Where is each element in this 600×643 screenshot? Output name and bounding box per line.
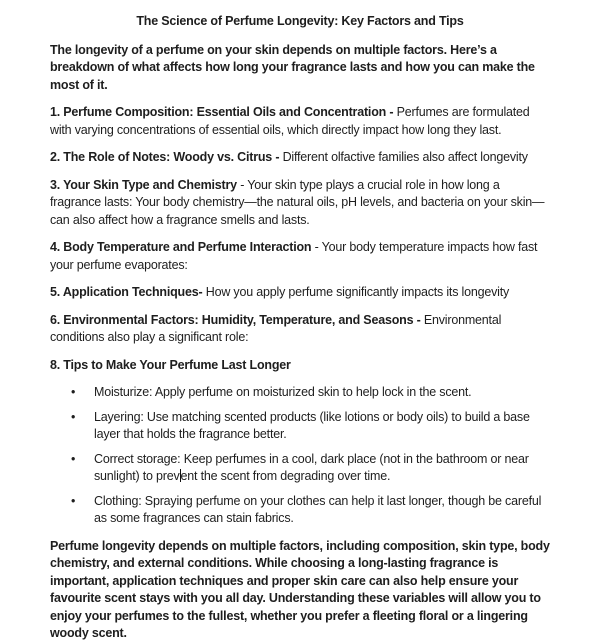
tip-layering[interactable] [94, 409, 550, 444]
tip-storage[interactable] [94, 451, 550, 486]
numbered-item-3-text: - Your skin type plays a crucial role in how long a fragrance lasts: Your body chemistry—the natural oils, pH levels, and bacteria on your skin—can also affect how a fragrance smells and lasts. [50, 177, 545, 227]
numbered-item-2[interactable] [50, 149, 550, 167]
numbered-item-2-heading: 2. The Role of Notes: Woody vs. Citrus - [50, 150, 283, 164]
tip-clothing-text: Clothing: Spraying perfume on your clothes can help it last longer, though be careful as some fragrances can stain fabrics. [94, 493, 542, 525]
tip-storage-text-before-caret: Correct storage: Keep perfumes in a cool, dark place (not in the bathroom or near sunlight) to prev [94, 451, 529, 483]
tip-storage-text-after-caret: ent the scent from degrading over time. [180, 469, 391, 483]
numbered-item-1-text: Perfumes are formulated with varying concentrations of essential oils, which directly impact how long they last. [50, 105, 530, 137]
numbered-item-3-heading: 3. Your Skin Type and Chemistry [50, 177, 237, 192]
numbered-item-5[interactable] [50, 284, 550, 302]
numbered-item-4-heading: 4. Body Temperature and Perfume Interaction [50, 240, 312, 254]
numbered-item-3[interactable] [50, 177, 550, 230]
numbered-item-4[interactable] [50, 239, 550, 274]
intro-paragraph[interactable]: The longevity of a perfume on your skin depends on multiple factors. Here’s a breakdown of what affects how long your fragrance lasts and how you can make the most of it. [50, 42, 535, 92]
numbered-item-6[interactable] [50, 312, 550, 347]
tip-moisturize[interactable] [94, 384, 550, 402]
numbered-item-5-text: How you apply perfume significantly impacts its longevity [202, 285, 510, 299]
conclusion-paragraph[interactable]: Perfume longevity depends on multiple factors, including composition, skin type, body chemistry, and external conditions. While choosing a long-lasting fragrance is important, application techniques and proper skin care can also help ensure your favourite scent stays with you all day. Understanding these variables will allow you to enjoy your perfumes to the fullest, whether you prefer a fleeting floral or a lingering woody scent. [50, 538, 550, 640]
document-title[interactable]: The Science of Perfume Longevity: Key Factors and Tips [136, 14, 464, 28]
numbered-item-5-heading: 5. Application Techniques- [50, 285, 203, 299]
tips-list [50, 384, 550, 528]
tip-clothing[interactable] [94, 493, 550, 528]
numbered-item-6-heading: 6. Environmental Factors: Humidity, Temperature, and Seasons - [50, 312, 424, 327]
tip-moisturize-text: Moisturize: Apply perfume on moisturized skin to help lock in the scent. [94, 385, 472, 399]
tip-layering-text: Layering: Use matching scented products (like lotions or body oils) to build a base layer that holds the fragrance better. [94, 409, 530, 441]
numbered-item-1-heading: 1. Perfume Composition: Essential Oils and Concentration - [50, 105, 397, 119]
numbered-item-2-text: Different olfactive families also affect longevity [282, 150, 528, 164]
tips-heading[interactable]: 8. Tips to Make Your Perfume Last Longer [50, 357, 291, 372]
numbered-item-6-text: Environmental conditions also play a significant role: [50, 312, 502, 344]
numbered-item-4-text: - Your body temperature impacts how fast your perfume evaporates: [50, 240, 538, 272]
numbered-item-1[interactable] [50, 104, 550, 139]
